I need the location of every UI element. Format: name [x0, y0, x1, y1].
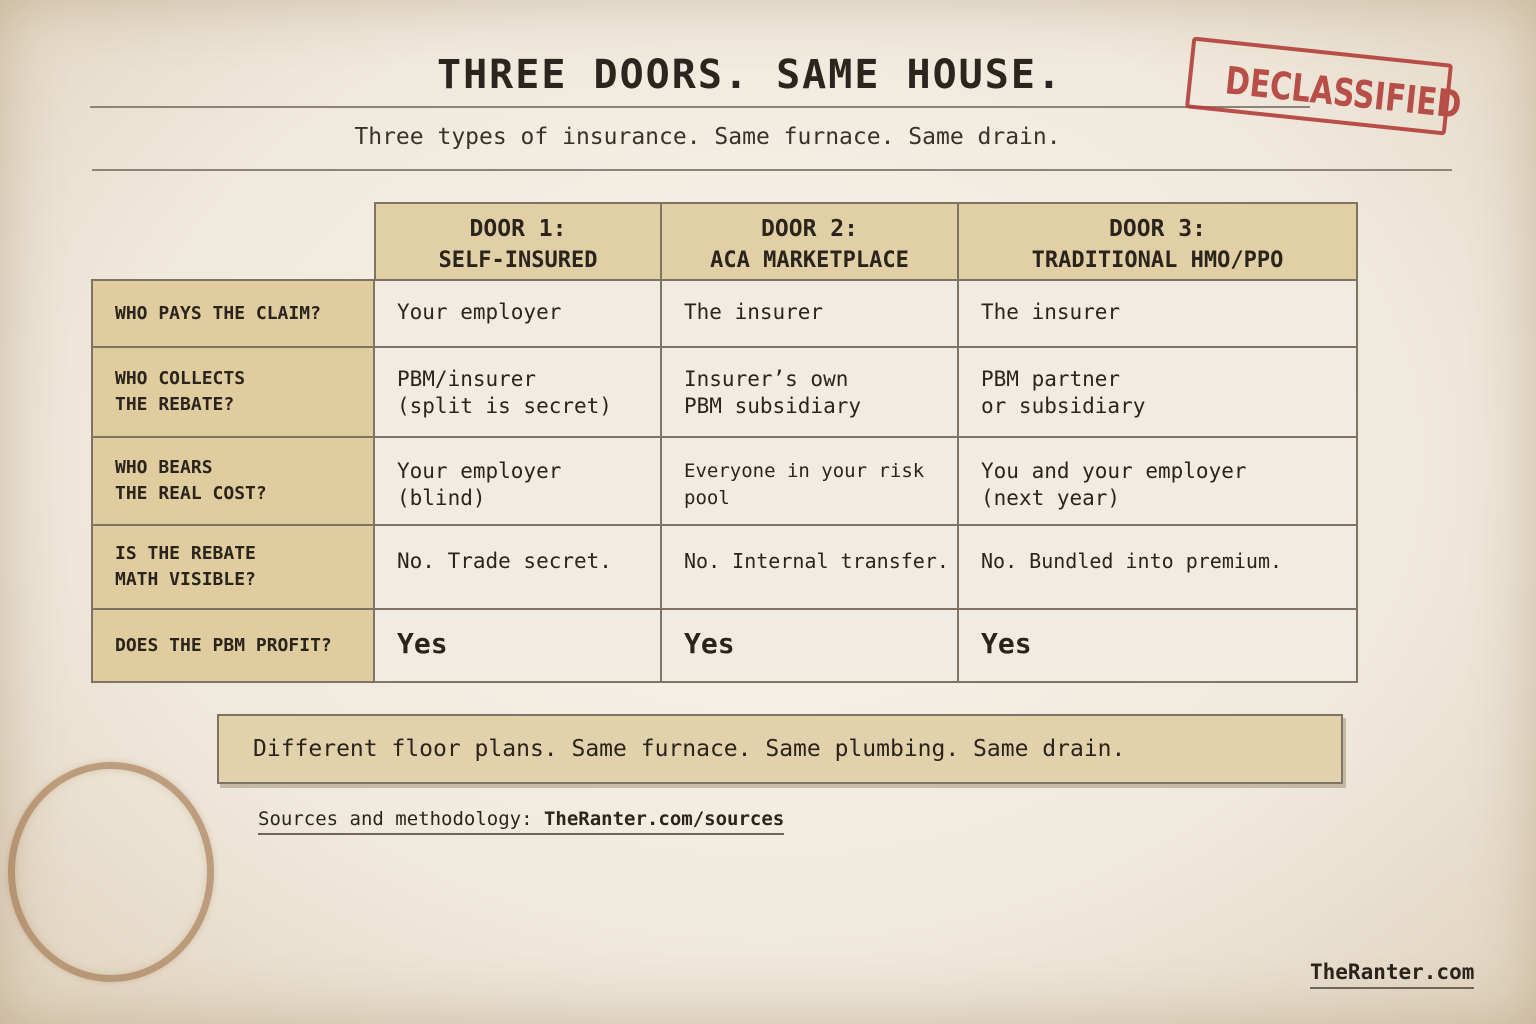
sources-link[interactable]: TheRanter.com/sources [543, 808, 785, 830]
sources-label: Sources and methodology: [258, 808, 544, 830]
table-cell: Your employer (blind) [375, 438, 662, 526]
page-title: THREE DOORS. SAME HOUSE. [437, 52, 1063, 98]
summary-banner: Different floor plans. Same furnace. Same plumbing. Same drain. [217, 714, 1343, 784]
table-cell: You and your employer (next year) [959, 438, 1358, 526]
table-cell: Yes [959, 610, 1358, 683]
table-cell: No. Internal transfer. [662, 526, 959, 610]
coffee-ring-stain [8, 762, 214, 982]
page-subtitle: Three types of insurance. Same furnace. Same drain. [354, 124, 1061, 150]
brand-watermark: TheRanter.com [1310, 960, 1474, 989]
declassified-stamp: DECLASSIFIED [1185, 37, 1453, 136]
table-cell: PBM partner or subsidiary [959, 348, 1358, 438]
row-label-rebate-math: IS THE REBATE MATH VISIBLE? [91, 526, 375, 610]
table-cell: The insurer [662, 281, 959, 348]
table-cell: No. Trade secret. [375, 526, 662, 610]
column-header-door-2: DOOR 2: ACA MARKETPLACE [662, 202, 959, 281]
table-cell: No. Bundled into premium. [959, 526, 1358, 610]
table-cell: Insurer’s own PBM subsidiary [662, 348, 959, 438]
table-cell: PBM/insurer (split is secret) [375, 348, 662, 438]
row-label-who-bears: WHO BEARS THE REAL COST? [91, 438, 375, 526]
subtitle-rule [92, 169, 1452, 171]
table-cell: Yes [662, 610, 959, 683]
row-label-who-collects: WHO COLLECTS THE REBATE? [91, 348, 375, 438]
table-cell: The insurer [959, 281, 1358, 348]
row-label-who-pays: WHO PAYS THE CLAIM? [91, 279, 375, 348]
row-label-pbm-profit: DOES THE PBM PROFIT? [91, 610, 375, 683]
column-header-door-3: DOOR 3: TRADITIONAL HMO/PPO [959, 202, 1358, 281]
table-cell: Yes [375, 610, 662, 683]
column-header-door-1: DOOR 1: SELF-INSURED [374, 202, 662, 281]
table-cell: Everyone in your risk pool [662, 438, 959, 526]
sources-line [258, 808, 784, 835]
table-cell: Your employer [375, 281, 662, 348]
title-rule [90, 106, 1310, 108]
